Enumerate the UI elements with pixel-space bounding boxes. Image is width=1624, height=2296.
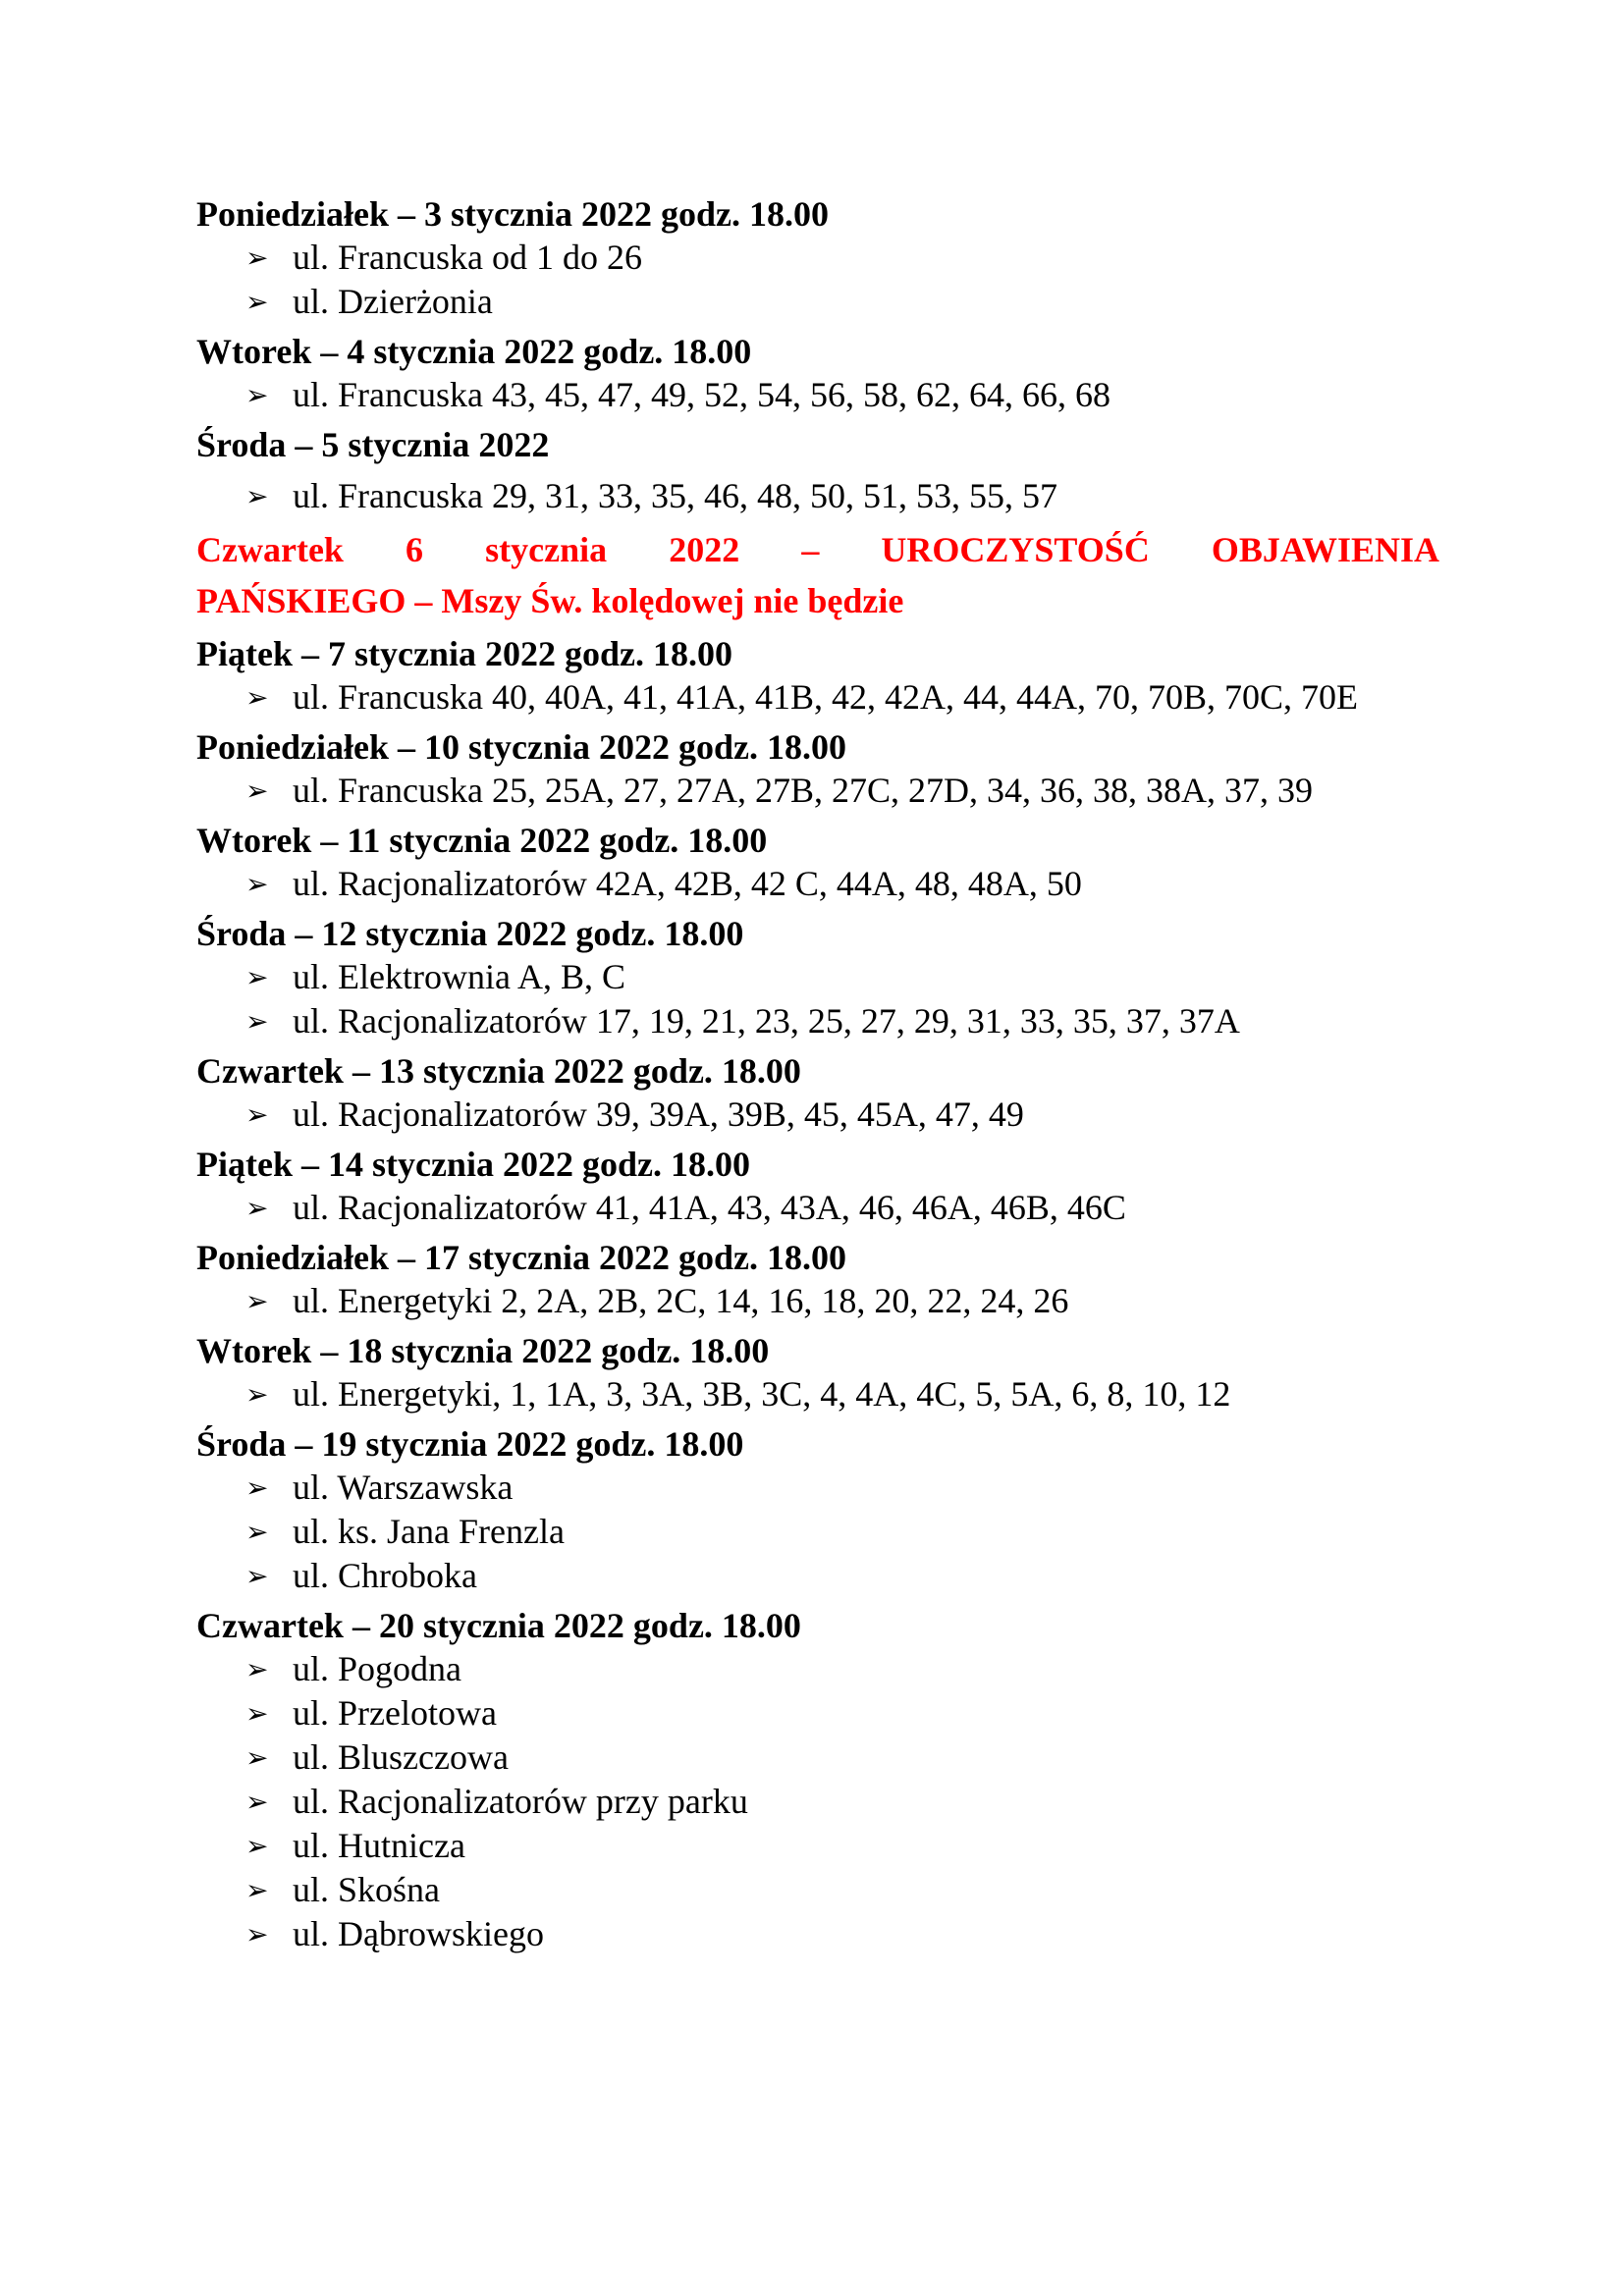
day-heading: Wtorek – 4 stycznia 2022 godz. 18.00 [196,332,752,371]
list-item [196,675,1439,720]
list-item [196,862,1439,906]
arrow-bullet-icon: ➢ [245,1786,269,1818]
address-list [196,1093,1439,1137]
list-item [196,1912,1439,1956]
schedule-day [196,423,1439,518]
arrow-bullet-icon: ➢ [245,1830,269,1862]
holiday-heading-line-1 [196,524,1439,575]
holiday-word: 2022 [669,530,740,569]
address-text: ul. Energetyki 2, 2A, 2B, 2C, 14, 16, 18, 20, 22, 24, 26 [293,1281,1069,1320]
schedule-day [196,192,1439,324]
schedule-day [196,330,1439,417]
address-text: ul. Francuska 29, 31, 33, 35, 46, 48, 50, 51, 53, 55, 57 [293,476,1057,515]
address-text: ul. Dzierżonia [293,282,493,321]
address-text: ul. Racjonalizatorów 42A, 42B, 42 C, 44A, 48, 48A, 50 [293,864,1082,903]
address-text: ul. Hutnicza [293,1826,465,1865]
day-heading: Środa – 12 stycznia 2022 godz. 18.00 [196,914,744,953]
list-item [196,236,1439,280]
address-text: ul. Chroboka [293,1556,477,1595]
list-item [196,1554,1439,1598]
address-text: ul. Energetyki, 1, 1A, 3, 3A, 3B, 3C, 4, 4A, 4C, 5, 5A, 6, 8, 10, 12 [293,1374,1231,1414]
holiday-notice [196,524,1439,626]
arrow-bullet-icon: ➢ [245,961,269,993]
list-item [196,1868,1439,1912]
day-heading: Poniedziałek – 10 stycznia 2022 godz. 18.00 [196,727,846,767]
address-text: ul. Racjonalizatorów 17, 19, 21, 23, 25, 27, 29, 31, 33, 35, 37, 37A [293,1001,1240,1041]
address-text: ul. Przelotowa [293,1693,497,1733]
address-text: ul. Racjonalizatorów 39, 39A, 39B, 45, 45A, 47, 49 [293,1095,1024,1134]
holiday-word: 6 [406,530,424,569]
address-text: ul. Francuska od 1 do 26 [293,238,642,277]
arrow-bullet-icon: ➢ [245,1741,269,1774]
day-heading: Środa – 5 stycznia 2022 [196,425,550,464]
day-heading: Czwartek – 13 stycznia 2022 godz. 18.00 [196,1051,801,1091]
document-page [196,192,1439,1962]
arrow-bullet-icon: ➢ [245,1697,269,1730]
address-text: ul. ks. Jana Frenzla [293,1512,565,1551]
arrow-bullet-icon: ➢ [245,1098,269,1131]
schedule-day [196,1422,1439,1598]
address-list [196,474,1439,518]
address-text: ul. Francuska 25, 25A, 27, 27A, 27B, 27C, 27D, 34, 36, 38, 38A, 37, 39 [293,771,1313,810]
arrow-bullet-icon: ➢ [245,1285,269,1317]
list-item [196,1647,1439,1691]
list-item [196,1780,1439,1824]
arrow-bullet-icon: ➢ [245,241,269,274]
address-text: ul. Racjonalizatorów przy parku [293,1782,748,1821]
schedule-day [196,912,1439,1043]
address-text: ul. Bluszczowa [293,1737,509,1777]
schedule-day [196,1329,1439,1416]
day-heading: Poniedziałek – 3 stycznia 2022 godz. 18.00 [196,194,829,234]
list-item [196,1279,1439,1323]
list-item [196,955,1439,999]
list-item [196,769,1439,813]
arrow-bullet-icon: ➢ [245,1005,269,1038]
holiday-heading [196,524,1439,626]
list-item [196,1510,1439,1554]
address-text: ul. Francuska 43, 45, 47, 49, 52, 54, 56, 58, 62, 64, 66, 68 [293,375,1110,414]
arrow-bullet-icon: ➢ [245,1918,269,1950]
arrow-bullet-icon: ➢ [245,1378,269,1411]
schedule-day [196,819,1439,906]
holiday-word: stycznia [485,530,608,569]
address-list [196,236,1439,324]
address-list [196,862,1439,906]
arrow-bullet-icon: ➢ [245,868,269,900]
list-item [196,999,1439,1043]
schedule-day [196,1604,1439,1956]
address-text: ul. Francuska 40, 40A, 41, 41A, 41B, 42, 42A, 44, 44A, 70, 70B, 70C, 70E [293,677,1358,717]
schedule-day [196,1236,1439,1323]
day-heading: Piątek – 7 stycznia 2022 godz. 18.00 [196,634,732,673]
schedule-day [196,1049,1439,1137]
arrow-bullet-icon: ➢ [245,1560,269,1592]
holiday-word: UROCZYSTOŚĆ [881,530,1150,569]
list-item [196,373,1439,417]
address-list [196,1647,1439,1956]
arrow-bullet-icon: ➢ [245,774,269,807]
address-list [196,955,1439,1043]
arrow-bullet-icon: ➢ [245,1653,269,1685]
address-text: ul. Elektrownia A, B, C [293,957,625,996]
arrow-bullet-icon: ➢ [245,1471,269,1504]
address-text: ul. Racjonalizatorów 41, 41A, 43, 43A, 46, 46A, 46B, 46C [293,1188,1126,1227]
day-heading: Wtorek – 18 stycznia 2022 godz. 18.00 [196,1331,770,1370]
arrow-bullet-icon: ➢ [245,286,269,318]
address-text: ul. Pogodna [293,1649,462,1688]
address-text: ul. Dąbrowskiego [293,1914,544,1953]
holiday-word: Czwartek [196,530,344,569]
arrow-bullet-icon: ➢ [245,1516,269,1548]
day-heading: Poniedziałek – 17 stycznia 2022 godz. 18.00 [196,1238,846,1277]
arrow-bullet-icon: ➢ [245,1192,269,1224]
holiday-word: – [801,530,820,569]
holiday-heading-line-2: PAŃSKIEGO – Mszy Św. kolędowej nie będzie [196,581,904,620]
list-item [196,280,1439,324]
day-heading: Czwartek – 20 stycznia 2022 godz. 18.00 [196,1606,801,1645]
address-list [196,1279,1439,1323]
address-list [196,1466,1439,1598]
address-list [196,1372,1439,1416]
address-text: ul. Skośna [293,1870,441,1909]
list-item [196,1466,1439,1510]
arrow-bullet-icon: ➢ [245,480,269,512]
address-list [196,1186,1439,1230]
list-item [196,474,1439,518]
holiday-word: OBJAWIENIA [1211,530,1439,569]
address-list [196,769,1439,813]
schedule-day [196,725,1439,813]
address-text: ul. Warszawska [293,1468,514,1507]
schedule-day [196,632,1439,720]
day-heading: Wtorek – 11 stycznia 2022 godz. 18.00 [196,821,768,860]
arrow-bullet-icon: ➢ [245,379,269,411]
arrow-bullet-icon: ➢ [245,1874,269,1906]
list-item [196,1824,1439,1868]
list-item [196,1186,1439,1230]
arrow-bullet-icon: ➢ [245,681,269,714]
list-item [196,1691,1439,1735]
day-heading: Środa – 19 stycznia 2022 godz. 18.00 [196,1424,744,1464]
list-item [196,1372,1439,1416]
address-list [196,373,1439,417]
schedule-day [196,1143,1439,1230]
list-item [196,1093,1439,1137]
address-list [196,675,1439,720]
day-heading: Piątek – 14 stycznia 2022 godz. 18.00 [196,1145,750,1184]
list-item [196,1735,1439,1780]
